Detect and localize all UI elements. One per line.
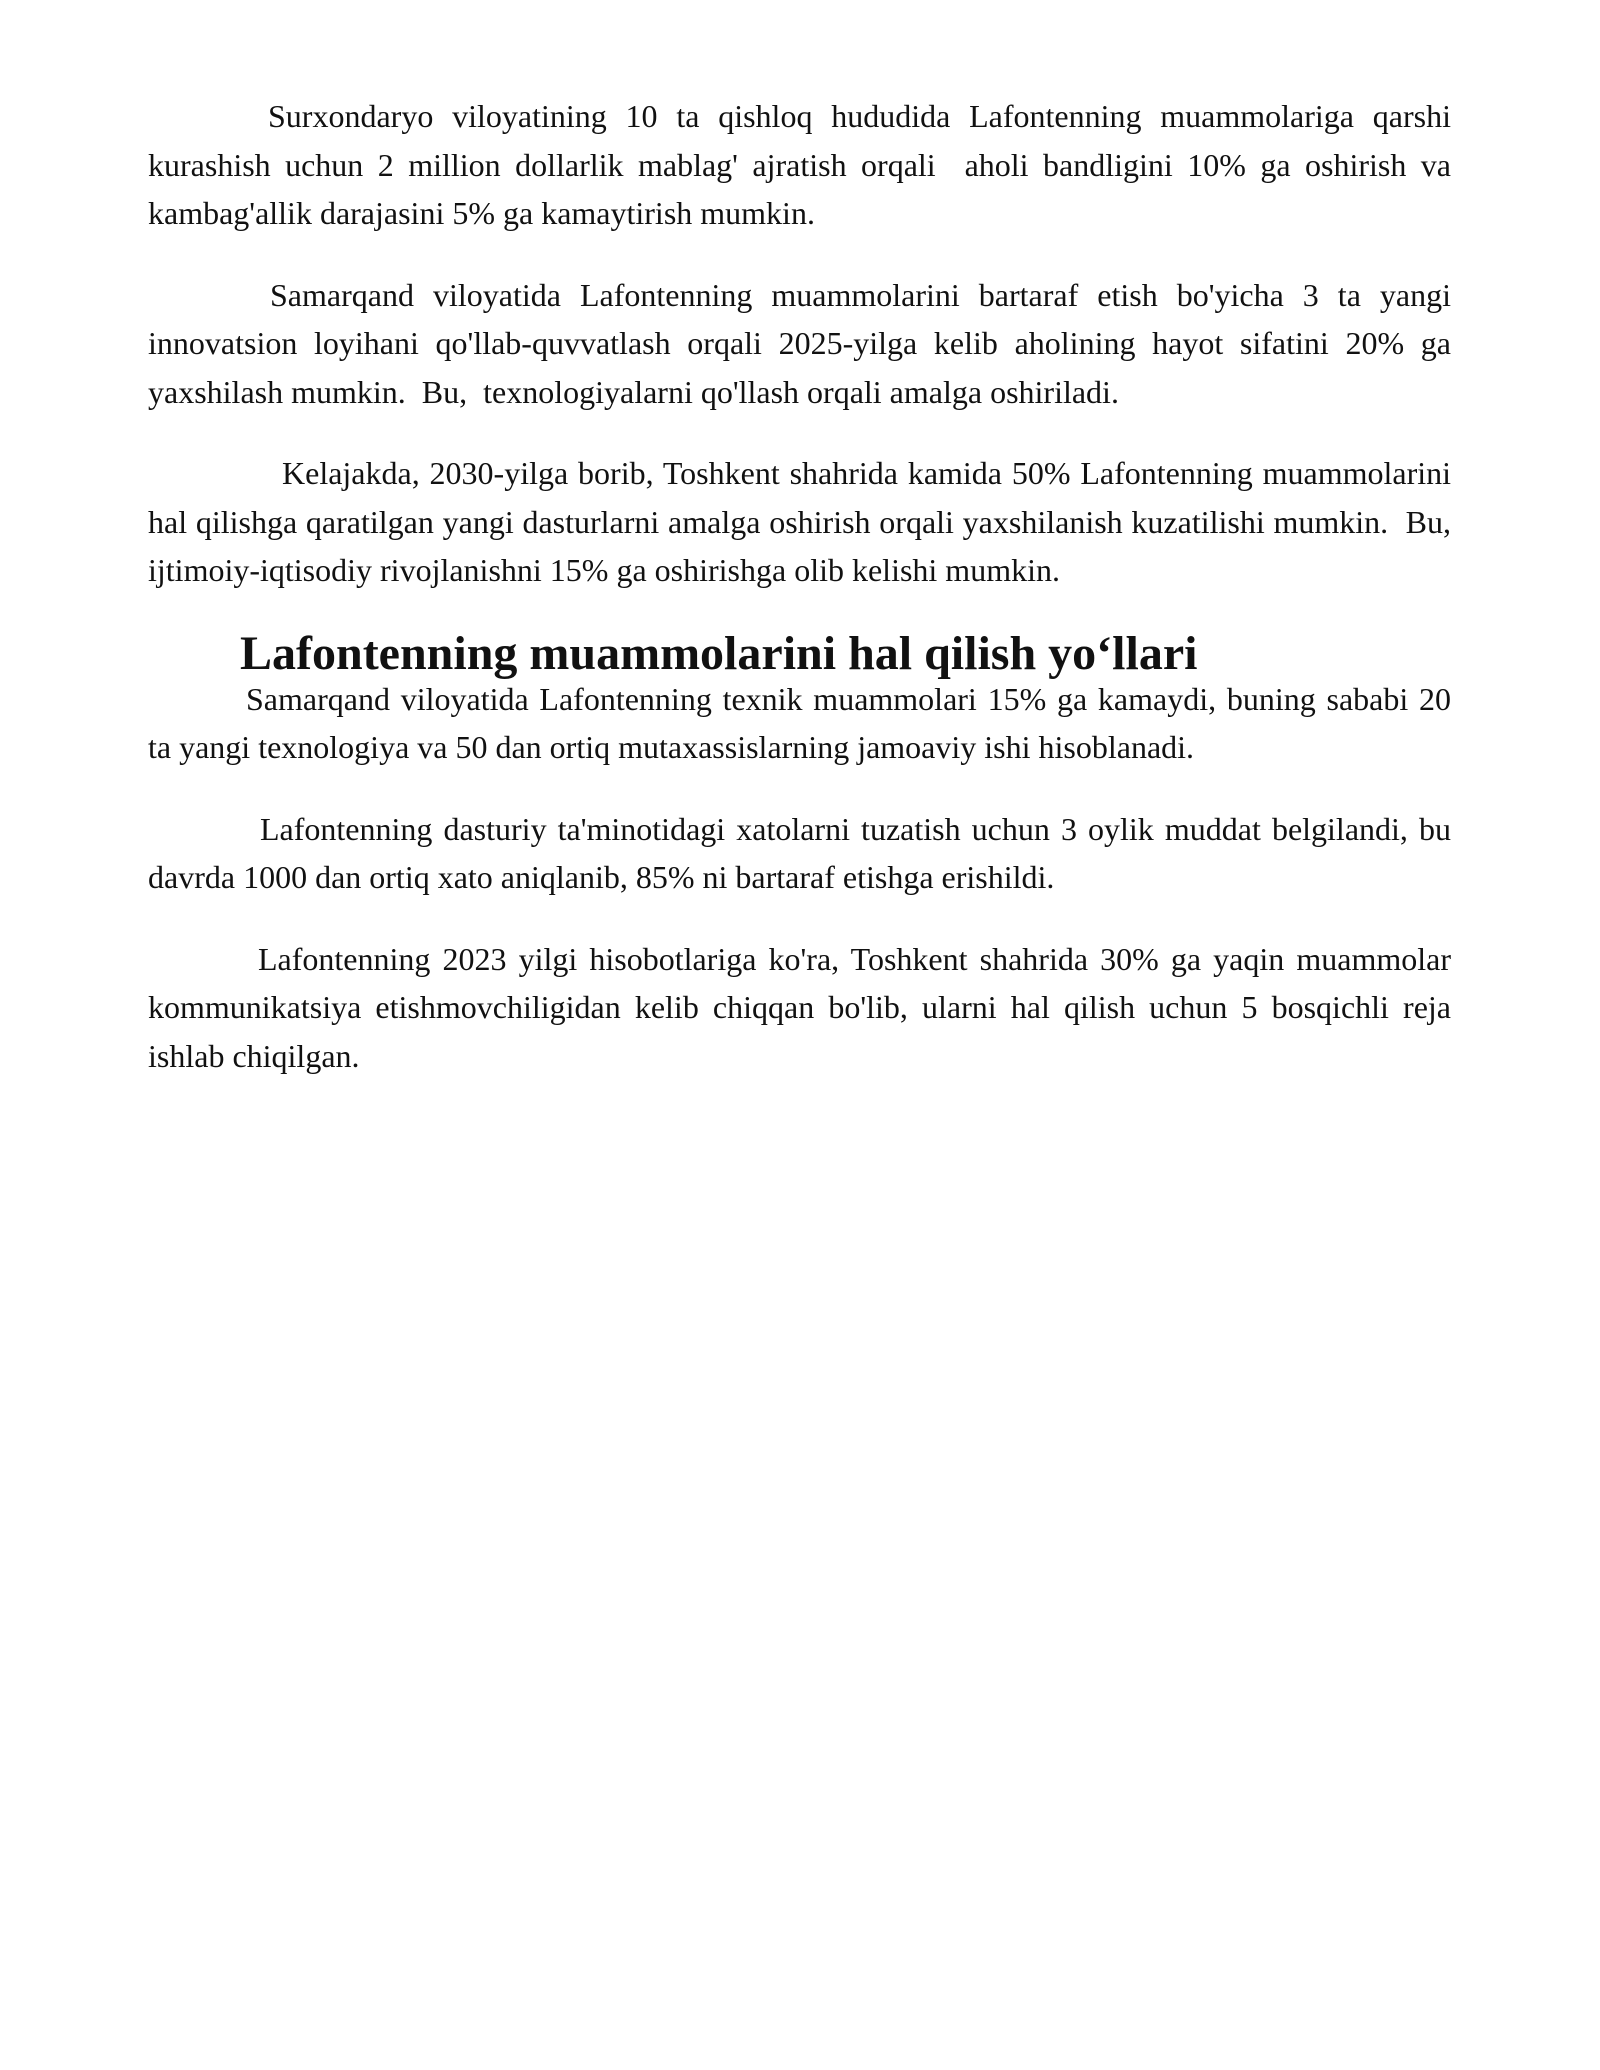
paragraph-2023-reports: Lafontenning 2023 yilgi hisobotlariga ko'ra, Toshkent shahrida 30% ga yaqin muammolar kommunikatsiya etishmovchiligidan kelib chiqqan bo'lib, ularni hal qilish uchun 5 bosqichli reja ishlab chiqilgan. — [148, 940, 1459, 1074]
document-page — [148, 92, 1467, 1080]
paragraph-toshkent-2030: Kelajakda, 2030-yilga borib, Toshkent shahrida kamida 50% Lafontenning muammolarini hal qilishga qaratilgan yangi dasturlarni amalga oshirish orqali yaxshilanish kuzatilishi mumkin. Bu, ijtimoiy-iqtisodiy rivojlanishni 15% ga oshirishga olib kelishi mumkin. — [148, 455, 1467, 588]
paragraph-software-errors: Lafontenning dasturiy ta'minotidagi xatolarni tuzatish uchun 3 oylik muddat belgilandi, bu davrda 1000 dan ortiq xato aniqlanib, 85% ni bartaraf etishga erishildi. — [148, 810, 1459, 895]
section-heading: Lafontenning muammolarini hal qilish yo‘llari — [240, 626, 1198, 680]
paragraph-samarqand-innovation: Samarqand viloyatida Lafontenning muammolarini bartaraf etish bo'yicha 3 ta yangi innovatsion loyihani qo'llab-quvvatlash orqali 2025-yilga kelib aholining hayot sifatini 20% ga yaxshilash mumkin. Bu, texnologiyalarni qo'llash orqali amalga oshiriladi. — [148, 276, 1459, 410]
paragraph-samarqand-technical: Samarqand viloyatida Lafontenning texnik muammolari 15% ga kamaydi, buning sababi 20 ta yangi texnologiya va 50 dan ortiq mutaxassislarning jamoaviy ishi hisoblanadi. — [148, 680, 1459, 765]
paragraph-surxondaryo: Surxondaryo viloyatining 10 ta qishloq hududida Lafontenning muammolariga qarshi kurashish uchun 2 million dollarlik mablag' ajratish orqali aholi bandligini 10% ga oshirish va kambag'allik darajasini 5% ga kamaytirish mumkin. — [148, 98, 1459, 231]
